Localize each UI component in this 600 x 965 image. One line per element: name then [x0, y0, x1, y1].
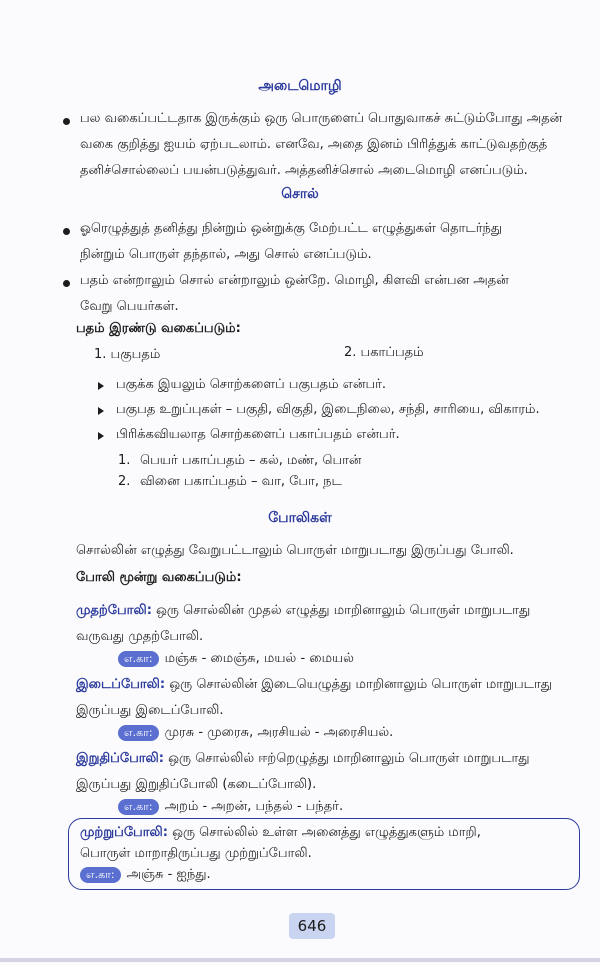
bullet-dot [63, 280, 70, 287]
patham-point-3: பிரிக்கவியலாத சொற்களைப் பகாப்பதம் என்பர். [116, 427, 400, 442]
text-line: ஓரெழுத்துத் தனித்து நின்றும் ஒன்றுக்கு மேற்பட்ட எழுத்துகள் தொடர்ந்து [80, 221, 503, 236]
text-span: ஒரு சொல்லில் உள்ள அனைத்து எழுத்துகளும் மாறி, [167, 825, 481, 840]
example-badge: எ.கா: [118, 725, 159, 741]
example-badge: எ.கா: [118, 651, 159, 667]
text-span: ஒரு சொல்லின் முதல் எழுத்து மாறினாலும் பொருள் மாறுபடாது [151, 603, 531, 618]
text-line: வகை குறித்து ஐயம் ஏற்படலாம். எனவே, அதை இனம் பிரித்துக் காட்டுவதற்குத் [80, 137, 548, 152]
example-text: முரசு - முரைசு, அரசியல் - அரைசியல். [164, 725, 394, 740]
text-line: பொருள் மாறாதிருப்பது முற்றுப்போலி. [80, 846, 312, 861]
adaimozhi-heading: அடைமொழி [258, 78, 342, 94]
text-line [76, 672, 586, 698]
text-line: பதம் என்றாலும் சொல் என்றாலும் ஒன்றே. மொழி, கிளவி என்பன அதன் [80, 273, 509, 288]
idai-poli-example [118, 720, 393, 746]
idai-poli [76, 672, 586, 724]
text-span: ஒரு சொல்லில் ஈற்றெழுத்து மாறினாலும் பொருள் மாறுபடாது [163, 751, 530, 766]
example-badge: எ.கா: [118, 799, 159, 815]
sol-bullet-2 [80, 268, 590, 320]
arrow-bullet-icon [98, 382, 104, 390]
muthal-poli-term: முதற்போலி: [76, 603, 152, 618]
iruthi-poli-example [118, 794, 343, 820]
murru-poli-term: முற்றுப்போலி: [80, 825, 168, 840]
text-line [80, 822, 572, 843]
iruthi-poli [76, 746, 586, 798]
sub-number: 1. [118, 453, 131, 468]
bullet-dot [63, 228, 70, 235]
text-span: ஒரு சொல்லின் இடையெழுத்து மாறினாலும் பொருள் மாறுபடாது [165, 677, 553, 692]
text-line: இருப்பது இடைப்போலி. [76, 703, 224, 718]
text-line: பல வகைப்பட்டதாக இருக்கும் ஒரு பொருளைப் பொதுவாகச் சுட்டும்போது அதன் [80, 111, 563, 126]
murru-poli-example [80, 864, 572, 885]
sol-bullet-1 [80, 216, 590, 268]
iruthi-poli-term: இறுதிப்போலி: [76, 751, 164, 766]
text-line [76, 598, 586, 624]
patham-point-2: பகுபத உறுப்புகள் – பகுதி, விகுதி, இடைநிலை, சந்தி, சாரியை, விகாரம். [116, 402, 540, 417]
muthal-poli-example [118, 646, 354, 672]
example-text: மஞ்சு - மைஞ்சு, மயல் - மையல் [164, 651, 354, 666]
text-line: இருப்பது இறுதிப்போலி (கடைப்போலி). [76, 777, 317, 792]
page-number: 646 [289, 913, 335, 939]
sol-heading: சொல் [281, 186, 319, 202]
pagapatham-verb: வினை பகாப்பதம் – வா, போ, நட [140, 474, 342, 489]
text-line: வேறு பெயர்கள். [80, 299, 179, 314]
pagapatham-noun: பெயர் பகாப்பதம் – கல், மண், பொன் [140, 453, 362, 468]
poligal-heading: போலிகள் [268, 510, 332, 526]
patham-point-1: பகுக்க இயலும் சொற்களைப் பகுபதம் என்பர். [116, 377, 387, 392]
poli-types-heading: போலி மூன்று வகைப்படும்: [76, 570, 242, 585]
sub-number: 2. [118, 474, 131, 489]
idai-poli-term: இடைப்போலி: [76, 677, 166, 692]
footer-divider [0, 958, 600, 962]
example-badge: எ.கா: [80, 867, 121, 883]
example-text: அஞ்சு - ஐந்து. [126, 867, 211, 882]
patham-type-2: 2. பகாப்பதம் [344, 345, 424, 360]
text-line: நின்றும் பொருள் தந்தால், அது சொல் எனப்படும். [80, 247, 372, 262]
text-line [76, 746, 586, 772]
bullet-dot [63, 118, 70, 125]
arrow-bullet-icon [98, 407, 104, 415]
poli-definition: சொல்லின் எழுத்து வேறுபட்டாலும் பொருள் மாறுபடாது இருப்பது போலி. [76, 543, 514, 558]
patham-type-1: 1. பகுபதம் [94, 347, 161, 362]
murru-poli [80, 822, 572, 885]
adaimozhi-paragraph [80, 106, 590, 184]
text-line: தனிச்சொல்லைப் பயன்படுத்துவர். அத்தனிச்சொல் அடைமொழி எனப்படும். [80, 163, 528, 178]
muthal-poli [76, 598, 586, 650]
arrow-bullet-icon [98, 432, 104, 440]
example-text: அறம் - அறன், பந்தல் - பந்தர். [164, 799, 344, 814]
text-line: வருவது முதற்போலி. [76, 629, 204, 644]
patham-heading: பதம் இரண்டு வகைப்படும்: [76, 321, 241, 336]
